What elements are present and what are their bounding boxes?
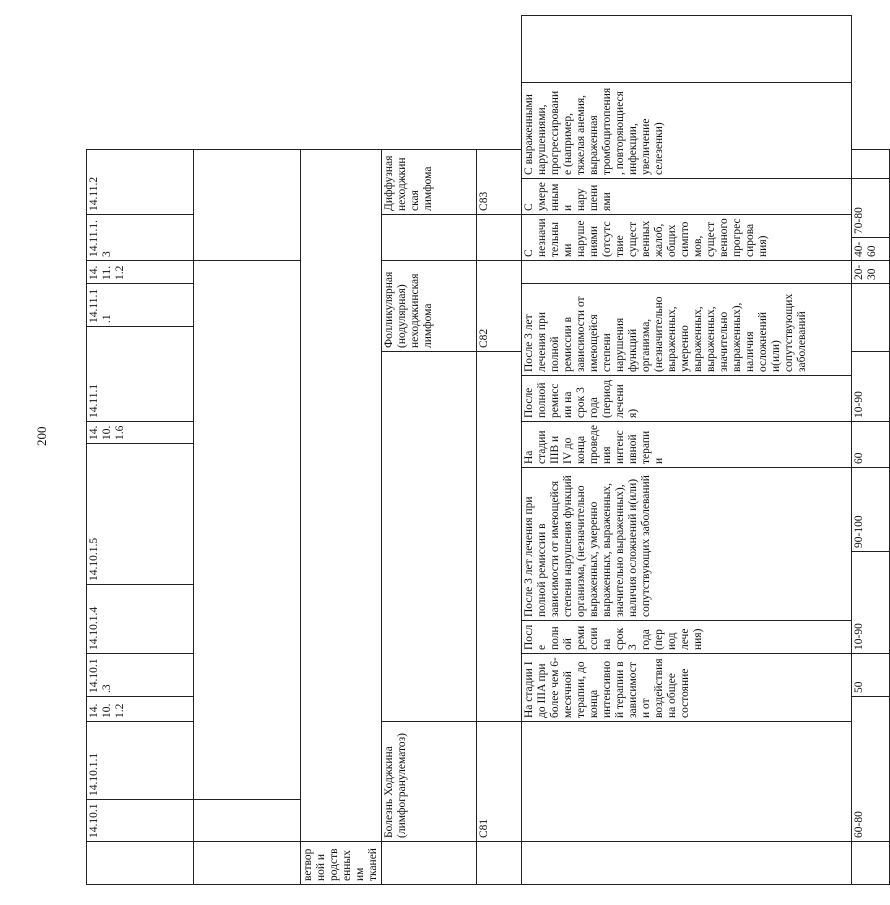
- icd-code: [477, 214, 522, 260]
- percent-value: [852, 149, 890, 178]
- percent-value: 70-80: [852, 178, 890, 237]
- disease-name: [382, 214, 477, 260]
- icd-code: C83: [477, 149, 522, 214]
- header-icd-cell: [477, 842, 522, 885]
- row-code: 14.10.1.2: [87, 697, 194, 722]
- disease-name: [382, 352, 477, 722]
- group-cell: [194, 800, 301, 842]
- row-code: 14.10.1.4: [87, 585, 194, 654]
- criteria-text: После полной ремиссии на срок 3 года (период лечения): [522, 376, 852, 422]
- percent-value: [852, 283, 890, 351]
- group-cell: [301, 149, 382, 841]
- header-disease-cell: [382, 842, 477, 885]
- icd-code: [477, 352, 522, 722]
- disease-name: Фолликулярная (нодулярная) неходжкинская лимфома: [382, 260, 477, 351]
- header-code-cell: [87, 842, 194, 885]
- group-cell: [194, 260, 301, 799]
- criteria-text: С выраженными нарушениями, прогрессирование (например, тяжелая анемия, выраженная тромбоцитопения, повторяющиеся инфекции, увеличение селезенки): [522, 82, 852, 178]
- percent-value: 50: [852, 654, 890, 697]
- criteria-text: [522, 260, 852, 283]
- page-number: 200: [34, 426, 49, 446]
- disease-name: Диффузная неходжкинская лимфома: [382, 149, 477, 214]
- header-criteria-cell: [522, 842, 852, 885]
- percent-value: 10-90: [852, 552, 890, 654]
- disability-criteria-table: [86, 15, 890, 885]
- percent-value: 60-80: [852, 697, 890, 842]
- row-code: 14.10.1.3: [87, 654, 194, 697]
- criteria-text: С незначительными нарушениями (отсутствие существенных жалоб, общих симптомов, существенного прогрессирования): [522, 214, 852, 260]
- criteria-text: После 3 лет лечения при полной ремиссии в зависимости от имеющейся степени нарушения функций организма, (незначительно выраженных, умеренно выраженных, выраженных, значительно выраженных), наличия осложнений и(или) сопутствующих заболеваний: [522, 283, 852, 375]
- percent-value: 40-60: [852, 237, 890, 260]
- criteria-text: С умеренными нарушениями: [522, 178, 852, 214]
- header-percent-cell: [852, 842, 890, 885]
- group-cell: [194, 149, 301, 260]
- percent-value: 90-100: [852, 468, 890, 552]
- row-code: 14.10.1: [87, 800, 194, 842]
- criteria-text: [522, 722, 852, 842]
- icd-code: C81: [477, 722, 522, 842]
- criteria-text: На стадии I до IIIA при более чем 6-месячной терапии, до конца интенсивной терапии в зависимости от воздействия на общее состояние: [522, 654, 852, 722]
- percent-value: 60: [852, 422, 890, 468]
- criteria-text: На стадии IIIB и IV до конца проведения интенсивной терапии: [522, 422, 852, 468]
- row-code: 14.11.1: [87, 326, 194, 421]
- disease-name: Болезнь Ходжкина (лимфогранулематоз): [382, 722, 477, 842]
- group-title-continuation: ветворной и родственных им тканей: [301, 842, 382, 885]
- icd-code: C82: [477, 260, 522, 351]
- criteria-text: После полной ремиссии на срок 3 года (период лечения): [522, 621, 852, 654]
- group-cell: [194, 842, 301, 885]
- percent-value: 20-30: [852, 260, 890, 283]
- rotated-table-sheet: [86, 15, 878, 885]
- row-code: 14.11.2: [87, 149, 194, 214]
- percent-value: 10-90: [852, 352, 890, 422]
- row-code: 14.11.1.1: [87, 283, 194, 326]
- criteria-text: [522, 16, 852, 83]
- row-code: 14.10.1.5: [87, 444, 194, 585]
- criteria-text: После 3 лет лечения при полной ремиссии в зависимости от имеющейся степени нарушения функций организма, (незначительно выраженных, умеренно выраженных, выраженных, значительно выраженных), наличия осложнений и(или) сопутствующих заболеваний: [522, 468, 852, 621]
- row-code: 14.11.1.3: [87, 214, 194, 260]
- row-code: 14.10.1.6: [87, 422, 194, 444]
- row-code: 14.11.1.2: [87, 260, 194, 283]
- row-code: 14.10.1.1: [87, 722, 194, 800]
